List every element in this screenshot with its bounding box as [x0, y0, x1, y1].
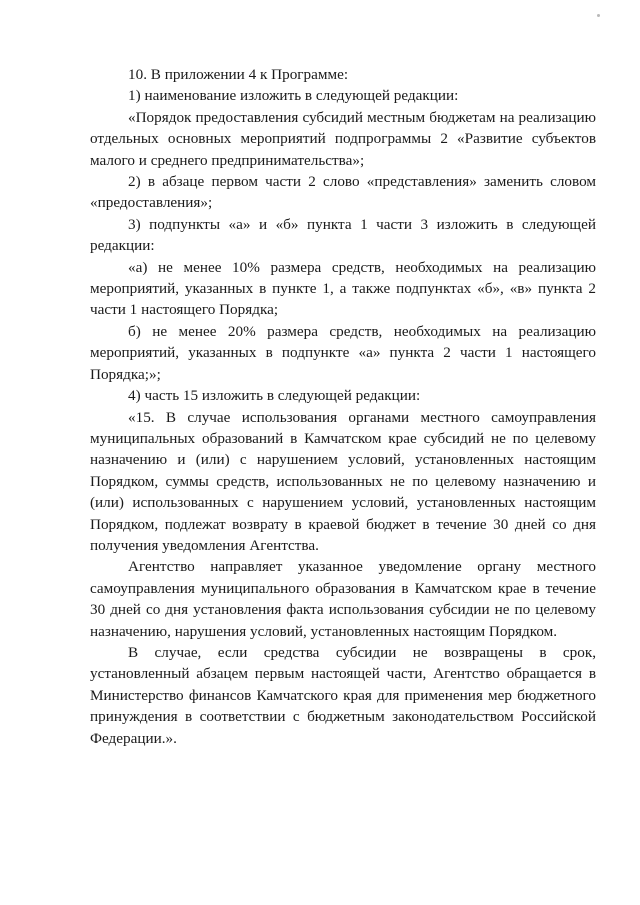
paragraph-item-10-heading: 10. В приложении 4 к Программе:: [128, 66, 349, 83]
paragraph-subitem-4: 4) часть 15 изложить в следующей редакции:: [128, 387, 421, 405]
paragraph-part-15: «15. В случае использования органами местного самоуправления муниципальных образований в Камчатском крае субсидий не по целевому назначению и (или) с нарушением условий, установленных настоящим Порядком, суммы средств, использованных не по целевому назначению и (или) использованных с нарушением условий, установленных настоящим Порядком, подлежат возврату в краевой бюджет в течение 30 дней со дня получения уведомления Агентства.: [90, 408, 596, 554]
paragraph-non-return: В случае, если средства субсидии не возвращены в срок, установленный абзацем первым настоящей части, Агентство обращается в Министерство финансов Камчатского края для применения мер бюджетного принуждения в соответствии с бюджетным законодательством Российской Федерации.».: [90, 643, 596, 747]
paragraph-quoted-title: «Порядок предоставления субсидий местным бюджетам на реализацию отдельных основных мероприятий подпрограммы 2 «Развитие субъектов малого и среднего предпринимательства»;: [90, 108, 596, 169]
paragraph-subitem-2: 2) в абзаце первом части 2 слово «представления» заменить словом «предоставления»;: [90, 173, 596, 212]
document-body: [90, 64, 596, 749]
paragraph-subpoint-a: «а) не менее 10% размера средств, необходимых на реализацию мероприятий, указанных в пункте 1, а также подпунктах «б», «в» пункта 2 части 1 настоящего Порядка;: [90, 258, 596, 319]
paragraph-subitem-3: 3) подпункты «а» и «б» пункта 1 части 3 изложить в следующей редакции:: [90, 215, 596, 255]
paragraph-agency-notice: Агентство направляет указанное уведомление органу местного самоуправления муниципального образования в Камчатском крае в течение 30 дней со дня установления факта использования субсидии не по целевому назначению, нарушения условий, установленных настоящим Порядком.: [90, 558, 596, 640]
paragraph-subitem-1: 1) наименование изложить в следующей редакции:: [128, 87, 459, 105]
scan-artifact-dot: [597, 14, 600, 17]
paragraph-subpoint-b: б) не менее 20% размера средств, необходимых на реализацию мероприятий, указанных в подпункте «а» пункта 2 части 1 настоящего Порядка;»;: [90, 322, 596, 383]
